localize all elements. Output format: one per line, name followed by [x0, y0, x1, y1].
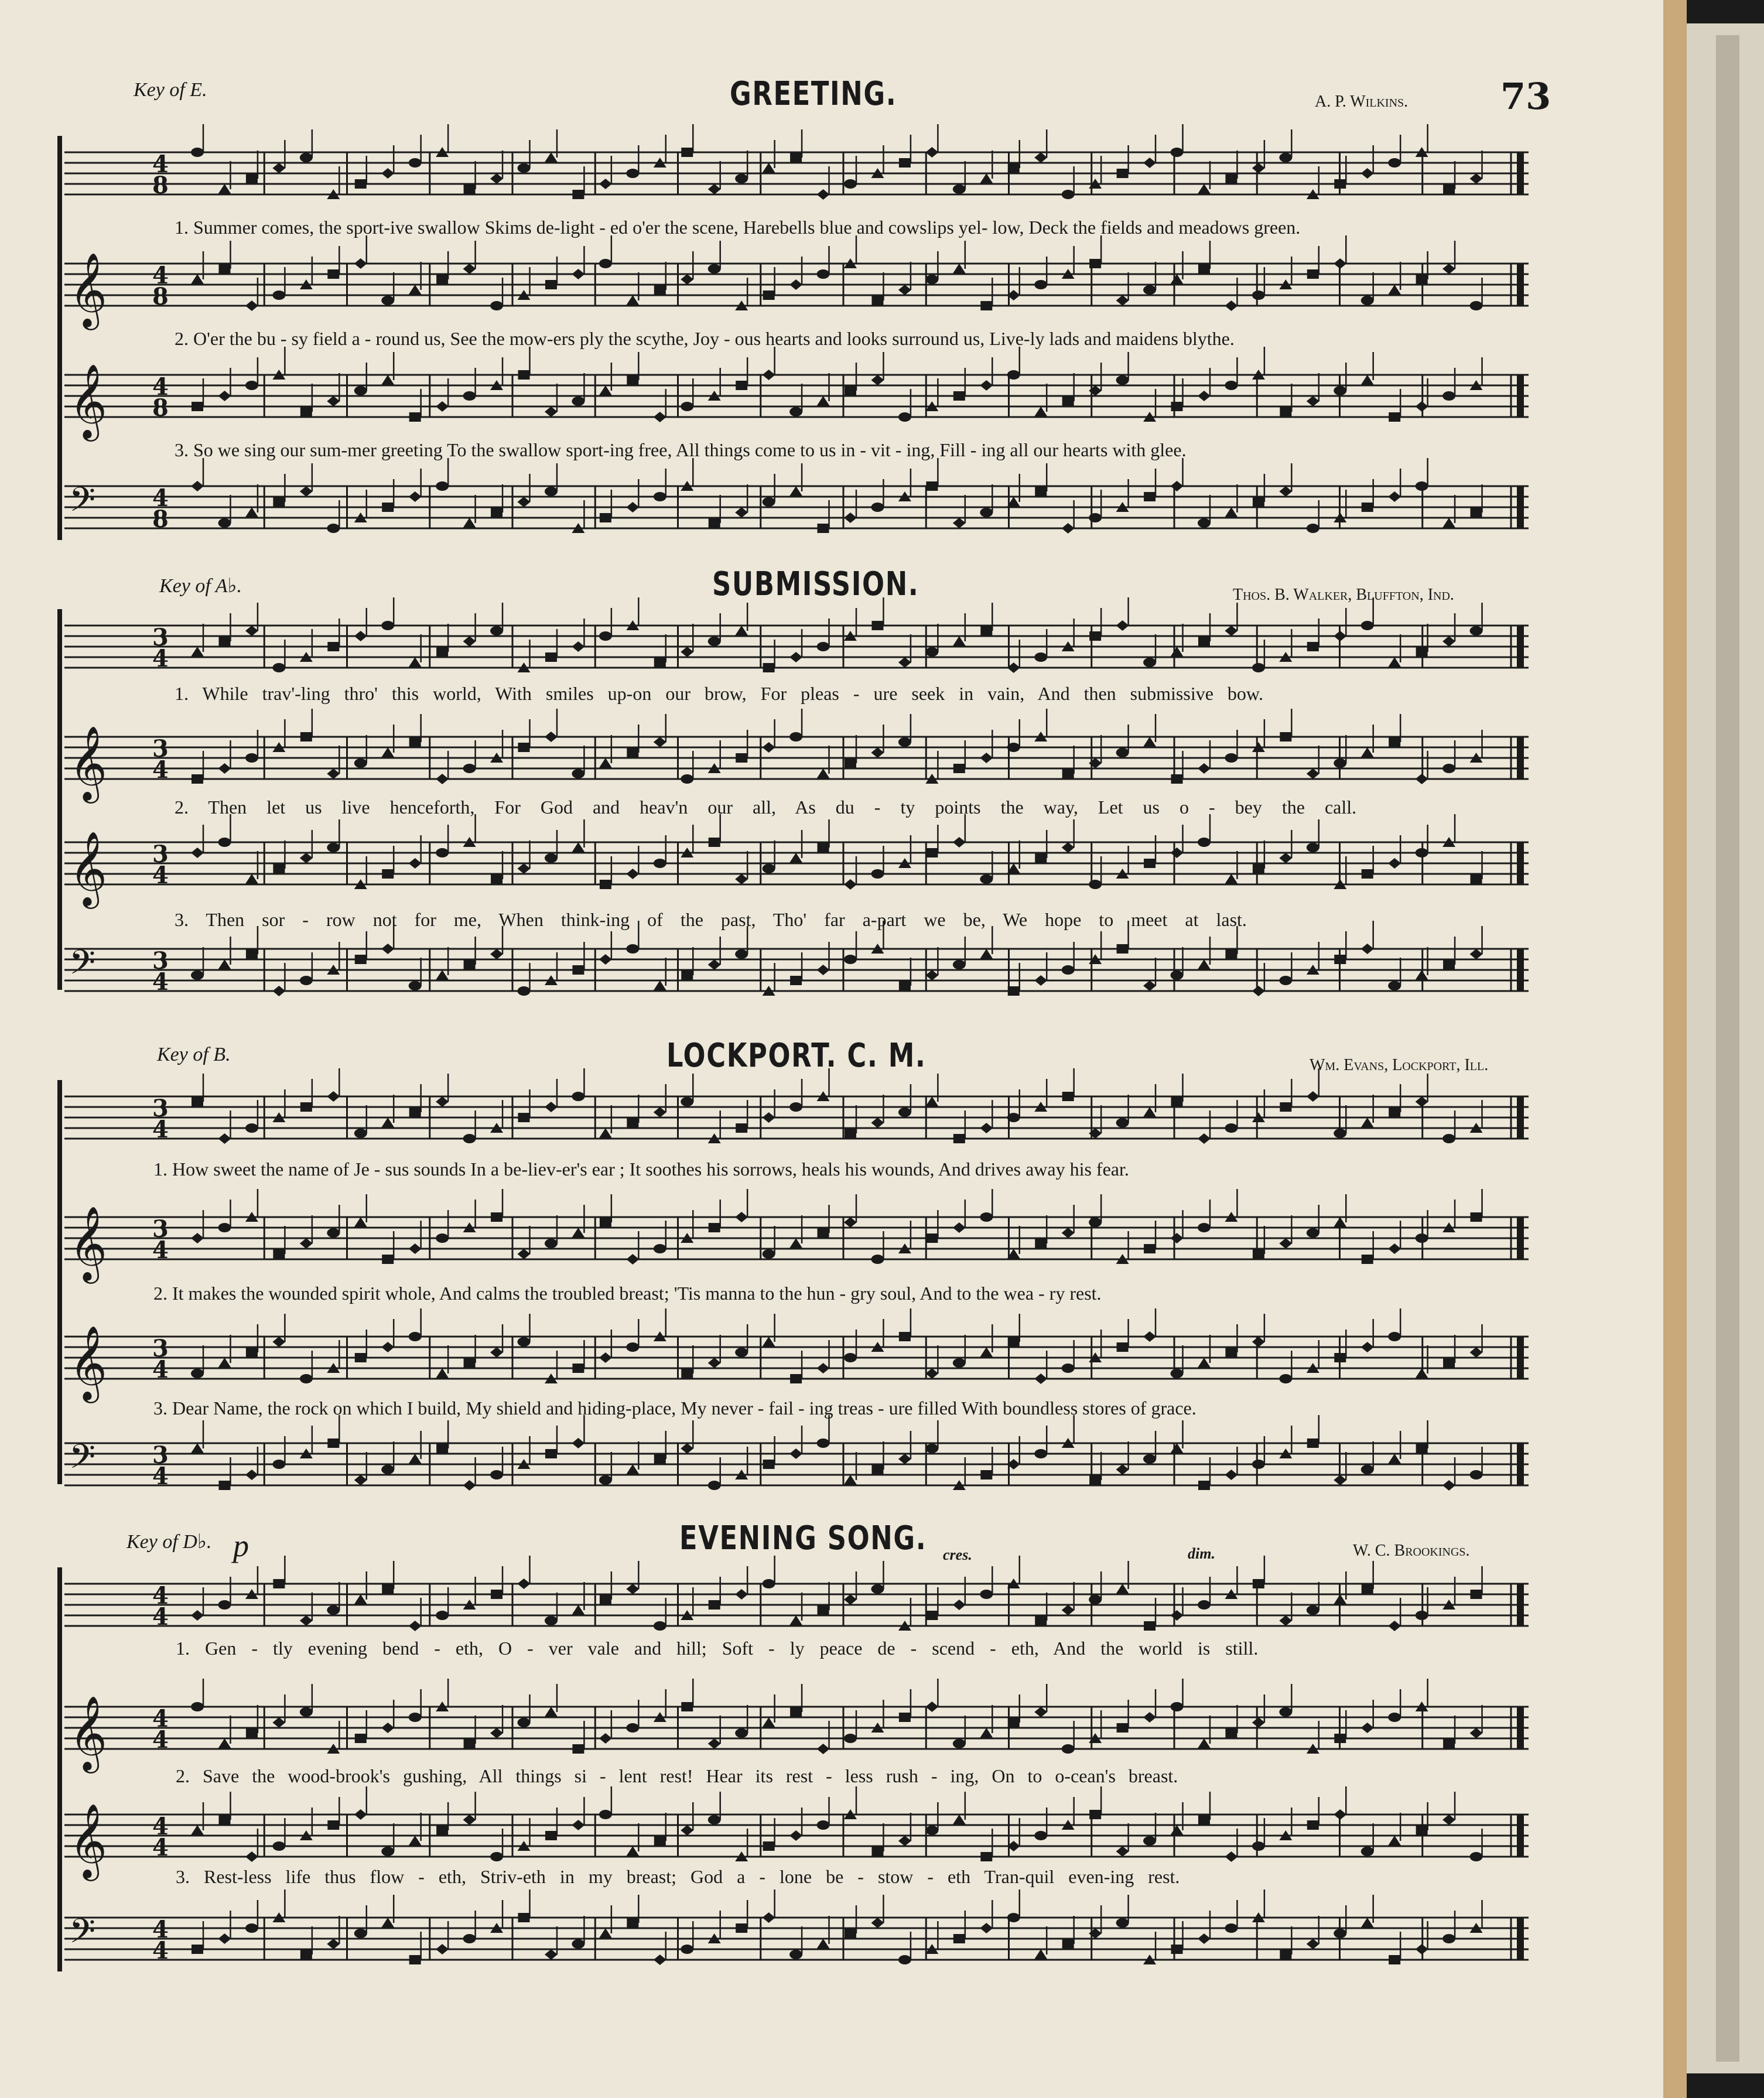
- svg-text:4: 4: [152, 1705, 169, 1733]
- lyric-verse-1: 1. Gen - tly evening bend - eth, O - ver vale and hill; Soft - ly peace de - scend - eth, And the world is still.: [176, 1638, 1259, 1659]
- svg-text:8: 8: [152, 505, 169, 533]
- system-bracket: [57, 1567, 62, 1971]
- svg-text:𝄞: 𝄞: [69, 1803, 108, 1878]
- lyric-verse-3: 3. Then sor - row not for me, When think-ing of the past, Tho' far a-part we be, We hope to meet at last.: [175, 909, 1247, 930]
- music-staff: [64, 474, 1529, 551]
- lyric-verse-3: 3. So we sing our sum-mer greeting To the swallow sport-ing free, All things come to us in - vit - ing, Fill - ing all our hearts with glee.: [175, 439, 1187, 460]
- lyric-verse-3: 3. Dear Name, the rock on which I build, My shield and hiding-place, My never - fail - ing treas - ure filled With boundless stores of grace.: [153, 1397, 1196, 1419]
- system-bracket: [57, 609, 62, 990]
- svg-text:3: 3: [152, 947, 169, 975]
- key-signature-label: Key of B.: [157, 1044, 231, 1065]
- svg-text:4: 4: [152, 1236, 169, 1264]
- composer: Thos. B. Walker, Bluffton, Ind.: [1233, 586, 1454, 604]
- composer: Wm. Evans, Lockport, Ill.: [1310, 1056, 1489, 1074]
- svg-text:𝄞: 𝄞: [69, 831, 108, 906]
- composer: A. P. Wilkins.: [1315, 93, 1409, 111]
- dynamic-crescendo: cres.: [943, 1546, 972, 1563]
- lyric-verse-2: 2. It makes the wounded spirit whole, And calms the troubled breast; 'Tis manna to the hun - gry soul, And to the wea - ry rest.: [153, 1283, 1102, 1304]
- svg-text:𝄢: 𝄢: [69, 1911, 96, 1959]
- svg-text:𝄞: 𝄞: [69, 363, 108, 438]
- music-staff: [64, 1695, 1529, 1771]
- svg-text:𝄞: 𝄞: [69, 1205, 108, 1280]
- svg-text:3: 3: [152, 624, 169, 651]
- music-staff: [64, 937, 1529, 1013]
- lyric-verse-2: 2. O'er the bu - sy field a - round us, See the mow-ers ply the scythe, Joy - ous hearts and looks surround us, Live-ly lads and maidens blythe.: [175, 328, 1235, 349]
- svg-text:4: 4: [152, 1603, 169, 1631]
- music-staff: [64, 252, 1529, 328]
- hymn-title: GREETING.: [730, 75, 897, 113]
- music-staff: [64, 725, 1529, 801]
- svg-text:3: 3: [152, 840, 169, 868]
- svg-text:3: 3: [152, 735, 169, 763]
- music-staff: [64, 1325, 1529, 1401]
- music-staff: [64, 1085, 1529, 1161]
- svg-text:4: 4: [152, 1116, 169, 1143]
- dynamic-diminuendo: dim.: [1188, 1545, 1215, 1562]
- svg-text:4: 4: [152, 968, 169, 996]
- music-staff: [64, 1906, 1529, 1982]
- svg-text:3: 3: [152, 1441, 169, 1469]
- svg-text:3: 3: [152, 1215, 169, 1243]
- svg-text:8: 8: [152, 172, 169, 199]
- lyric-verse-2: 2. Then let us live henceforth, For God and heav'n our all, As du - ty points the way, Let us o - bey the call.: [175, 797, 1357, 818]
- music-staff: [64, 363, 1529, 439]
- page-edge-shadow: [1716, 35, 1739, 2062]
- key-signature-label: Key of E.: [134, 79, 207, 101]
- svg-text:4: 4: [152, 1834, 169, 1861]
- svg-text:4: 4: [152, 1813, 169, 1840]
- svg-text:8: 8: [152, 283, 169, 310]
- hymn-title: EVENING SONG.: [679, 1519, 927, 1557]
- hymn-title: SUBMISSION.: [712, 565, 919, 603]
- page-number: 73: [1500, 75, 1551, 118]
- svg-text:𝄢: 𝄢: [69, 480, 96, 528]
- music-staff: [64, 1572, 1529, 1648]
- svg-text:4: 4: [152, 756, 169, 784]
- lyric-verse-3: 3. Rest-less life thus flow - eth, Striv-eth in my breast; God a - lone be - stow - eth Tran-quil even-ing rest.: [176, 1866, 1180, 1887]
- svg-text:4: 4: [152, 1463, 169, 1490]
- svg-text:3: 3: [152, 1335, 169, 1362]
- svg-text:4: 4: [152, 1582, 169, 1610]
- svg-text:𝄞: 𝄞: [69, 1695, 108, 1770]
- svg-text:4: 4: [152, 373, 169, 401]
- lyric-verse-1: 1. Summer comes, the sport-ive swallow Skims de-light - ed o'er the scene, Harebells blue and cowslips yel- low, Deck the fields and meadows green.: [175, 217, 1301, 238]
- key-signature-label: Key of A♭.: [159, 575, 242, 597]
- svg-text:4: 4: [152, 645, 169, 672]
- svg-text:4: 4: [152, 1356, 169, 1383]
- svg-text:4: 4: [152, 262, 169, 289]
- composer: W. C. Brookings.: [1353, 1542, 1470, 1560]
- svg-text:4: 4: [152, 1726, 169, 1754]
- lyric-verse-1: 1. While trav'-ling thro' this world, With smiles up-on our brow, For pleas - ure seek in vain, And then submissive bow.: [175, 683, 1263, 704]
- music-staff: [64, 831, 1529, 907]
- music-staff: [64, 1205, 1529, 1282]
- svg-text:𝄢: 𝄢: [69, 1437, 96, 1485]
- key-signature-label: Key of D♭.: [127, 1531, 212, 1553]
- system-bracket: [57, 1080, 62, 1484]
- lyric-verse-2: 2. Save the wood-brook's gushing, All things si - lent rest! Hear its rest - less rush - ing, On to o-cean's breast.: [176, 1765, 1178, 1786]
- system-bracket: [57, 136, 62, 540]
- svg-text:4: 4: [152, 862, 169, 889]
- dynamic-piano: p: [233, 1528, 249, 1563]
- svg-text:4: 4: [152, 151, 169, 178]
- music-staff: [64, 141, 1529, 217]
- svg-text:4: 4: [152, 1937, 169, 1964]
- svg-text:4: 4: [152, 1916, 169, 1943]
- svg-text:𝄞: 𝄞: [69, 252, 108, 327]
- svg-text:𝄢: 𝄢: [69, 942, 96, 990]
- hymn-title: LOCKPORT. C. M.: [666, 1037, 927, 1075]
- svg-text:3: 3: [152, 1095, 169, 1122]
- music-staff: [64, 1431, 1529, 1508]
- svg-text:𝄞: 𝄞: [69, 725, 108, 800]
- svg-text:𝄞: 𝄞: [69, 1325, 108, 1400]
- lyric-verse-1: 1. How sweet the name of Je - sus sounds In a be-liev-er's ear ; It soothes his sorrows, heals his wounds, And drives away his fear.: [153, 1159, 1129, 1180]
- music-staff: [64, 614, 1529, 690]
- svg-text:8: 8: [152, 394, 169, 422]
- svg-text:4: 4: [152, 484, 169, 512]
